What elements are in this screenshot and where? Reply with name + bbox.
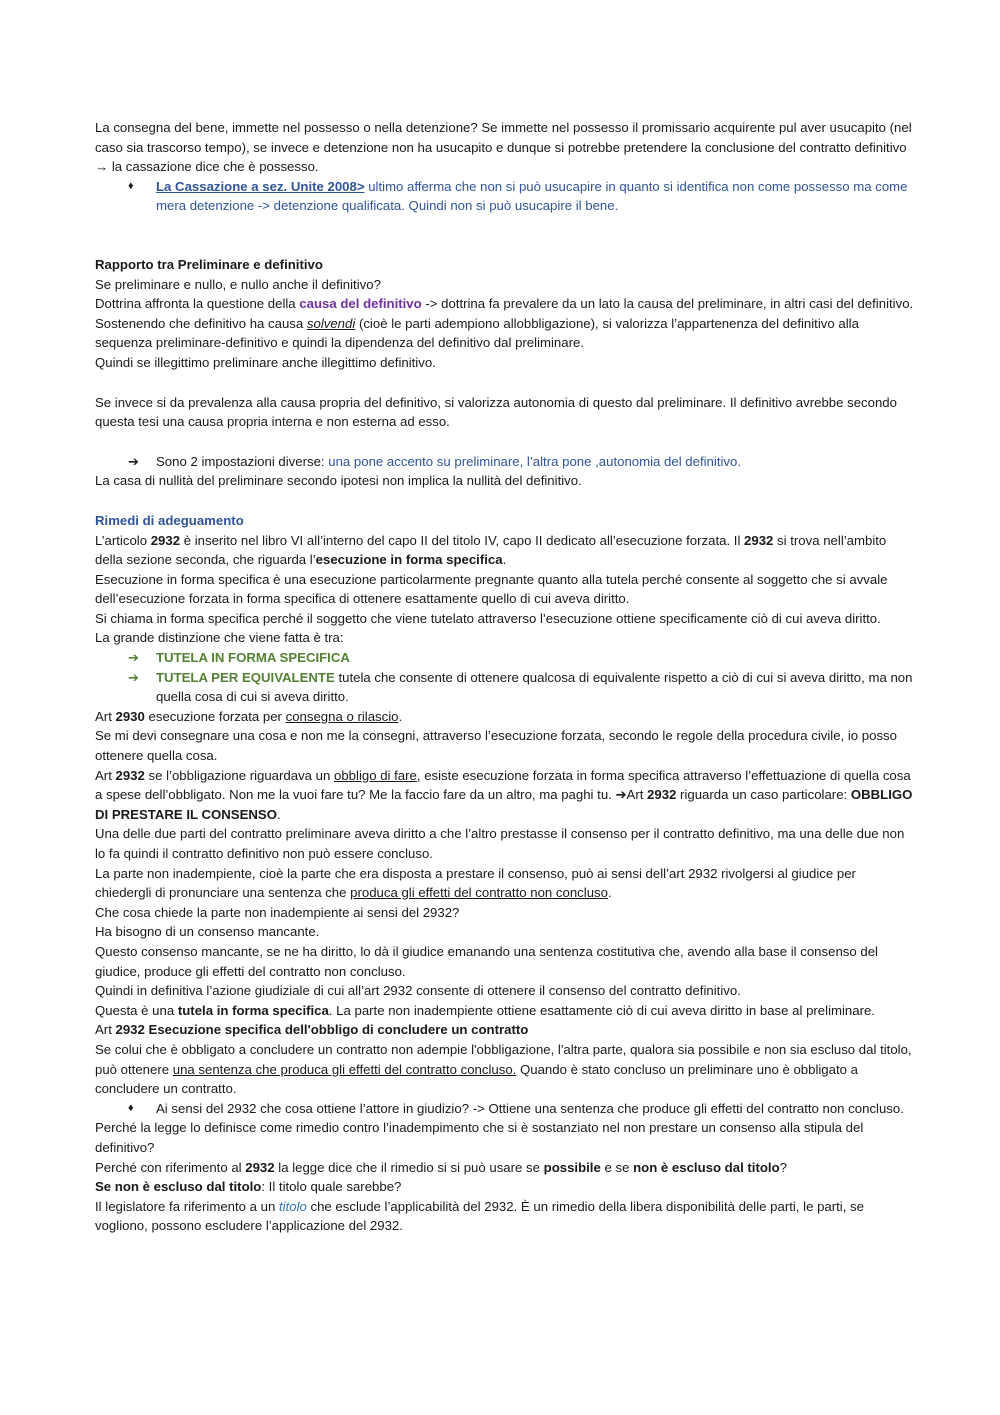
paragraph-line: Esecuzione in forma specifica è una esecuzione particolarmente pregnante quanto alla tutela perché consente al soggetto che si avvale dell’esecuzione forzata in forma specifica di ottenere esattamente quello di cui aveva diritto. <box>95 571 888 607</box>
diamond-bullet-icon: ♦ <box>128 179 134 192</box>
arrow-bullet-icon: ➔ <box>128 453 139 469</box>
diamond-bullet-icon: ♦ <box>128 1101 134 1114</box>
paragraph-legislatore: Il legislatore fa riferimento a un titolo che esclude l’applicabilità del 2932. È un rimedio della libera disponibilità delle parti, le parti, se vogliono, possono escludere l’applicazione del 2932. <box>95 1198 864 1234</box>
bullet-attore: ♦ Ai sensi del 2932 che cosa ottiene l’attore in giudizio? -> Ottiene una sentenza che produce gli effetti del contratto non concluso. <box>95 1099 915 1119</box>
paragraph-dottrina: Dottrina affronta la questione della causa del definitivo -> dottrina fa prevalere da un lato la causa del preliminare, in altri casi del definitivo. <box>95 296 914 312</box>
arrow-item-tutela-equivalente: ➔ TUTELA PER EQUIVALENTE tutela che consente di ottenere qualcosa di equivalente rispetto a ciò di cui si aveva diritto, ma non quella cosa di cui si aveva diritto. <box>128 669 913 705</box>
highlight-solvendi: solvendi <box>306 315 356 331</box>
paragraph-parte-non-inadempiente: La parte non inadempiente, cioè la parte che era disposta a prestare il consenso, può ai sensi dell’art 2932 rivolgersi al giudice per chiedergli di pronunciare una sentenza che produca gli effetti del contratto non concluso. <box>95 865 856 901</box>
paragraph-line: Una delle due parti del contratto preliminare aveva diritto a che l’altro prestasse il consenso per il contratto definitivo, ma una delle due non lo fa quindi il contratto definitivo non può essere concluso. <box>95 826 905 861</box>
paragraph-art2932: Art 2932 se l’obbligazione riguardava un obbligo di fare, esiste esecuzione forzata in forma specifica attraverso l’effettuazione di quella cosa a spese dell’obbligato. Non me la vuoi fare tu? Me la faccio fare da un altro, ma paghi tu. ➔Art 2932 riguarda un caso particolare: OBBLIGO DI PRESTARE IL CONSENSO. <box>95 767 913 822</box>
paragraph-prevalenza: Se invece si da prevalenza alla causa propria del definitivo, si valorizza autonomia di questo dal preliminare. Il definitivo avrebbe secondo questa tesi una causa propria interna e non esterna ad esso. <box>95 394 897 430</box>
heading-rapporto: Rapporto tra Preliminare e definitivo <box>95 256 323 272</box>
paragraph-line: La casa di nullità del preliminare secondo ipotesi non implica la nullità del definitivo. <box>95 473 582 489</box>
arrow-bullet-icon: ➔ <box>128 669 139 685</box>
paragraph-line: Che cosa chiede la parte non inadempiente ai sensi del 2932? <box>95 904 460 920</box>
paragraph-line: La grande distinzione che viene fatta è tra: <box>95 630 344 646</box>
paragraph-line: Se preliminare e nullo, e nullo anche il definitivo? <box>95 276 381 292</box>
arrow-bullet-icon: ➔ <box>128 650 139 666</box>
arrow-item-tutela-specifica: ➔ TUTELA IN FORMA SPECIFICA <box>95 648 915 668</box>
paragraph-line: Perché la legge lo definisce come rimedio contro l’inadempimento che si è sostanziato nel non prestare un consenso alla stipula del definitivo? <box>95 1120 864 1155</box>
paragraph-articolo: L’articolo 2932 è inserito nel libro VI all’interno del capo II del titolo IV, capo II dedicato all’esecuzione forzata. Il 2932 si trova nell’ambito della sezione seconda, che riguarda l’esecuzione in forma specifica. <box>95 532 887 568</box>
paragraph-solvendi: Sostenendo che definitivo ha causa solvendi (cioè le parti adempiono allobbligazione), si valorizza l’appartenenza del definitivo alla sequenza preliminare-definitivo e quindi la dipendenza del definitivo dal preliminare. <box>95 315 859 351</box>
paragraph-titolo-question: Se non è escluso dal titolo: Il titolo quale sarebbe? <box>95 1179 402 1195</box>
document-body <box>95 118 915 1236</box>
paragraph-tutela: Questa è una tutela in forma specifica. La parte non inadempiente ottiene esattamente ciò di cui aveva diritto in base al preliminare. <box>95 1002 875 1018</box>
paragraph-line: Se mi devi consegnare una cosa e non me la consegni, attraverso l’esecuzione forzata, secondo le regole della procedura civile, io posso ottenere quella cosa. <box>95 728 897 764</box>
bullet-text: ultimo afferma che non si può usucapire in quanto si identifica non come possesso ma come mera detenzione -> detenzione qualificata. Quindi non si può usucapire il bene. <box>156 178 908 214</box>
arrow-item-impostazioni: ➔ Sono 2 impostazioni diverse: una pone accento su preliminare, l’altra pone ,autonomia del definitivo. <box>95 452 915 472</box>
highlight-causa: causa del definitivo <box>299 296 422 312</box>
paragraph-art2932-text: Se colui che è obbligato a concludere un contratto non adempie l'obbligazione, l'altra parte, qualora sia possibile e non sia escluso dal titolo, può ottenere una sentenza che produca gli effetti del contratto concluso. Quando è stato concluso un preliminare uno è obbligato a concludere un contratto. <box>95 1041 912 1097</box>
paragraph-line: Quindi in definitiva l’azione giudiziale di cui all’art 2932 consente di ottenere il consenso del contratto definitivo. <box>95 983 741 999</box>
paragraph-line: Si chiama in forma specifica perché il soggetto che viene tutelato attraverso l’esecuzione ottiene specificamente ciò di cui aveva diritto. <box>95 610 881 626</box>
paragraph-line: Questo consenso mancante, se ne ha diritto, lo dà il giudice emanando una sentenza costitutiva che, avendo alla base il consenso del giudice, produce gli effetti del contratto non concluso. <box>95 943 878 979</box>
paragraph-consegna: La consegna del bene, immette nel possesso o nella detenzione? Se immette nel possesso il promissario acquirente pul aver usucapito (nel caso sia trascorso tempo), se invece e detenzione non ha usucapito e dunque si potrebbe pretendere la conclusione del contratto definitivo → la cassazione dice che è possesso. <box>95 120 912 175</box>
paragraph-line: Quindi se illegittimo preliminare anche illegittimo definitivo. <box>95 354 436 370</box>
bullet-cassazione <box>95 177 915 216</box>
paragraph-art2932-title: Art 2932 Esecuzione specifica dell'obbligo di concludere un contratto <box>95 1022 529 1038</box>
heading-rimedi: Rimedi di adeguamento <box>95 512 244 528</box>
paragraph-art2930: Art 2930 esecuzione forzata per consegna o rilascio. <box>95 708 403 724</box>
cassazione-link[interactable]: La Cassazione a sez. Unite 2008> <box>156 178 365 194</box>
paragraph-possibile: Perché con riferimento al 2932 la legge dice che il rimedio si si può usare se possibile e se non è escluso dal titolo? <box>95 1159 787 1175</box>
paragraph-line: Ha bisogno di un consenso mancante. <box>95 924 320 940</box>
